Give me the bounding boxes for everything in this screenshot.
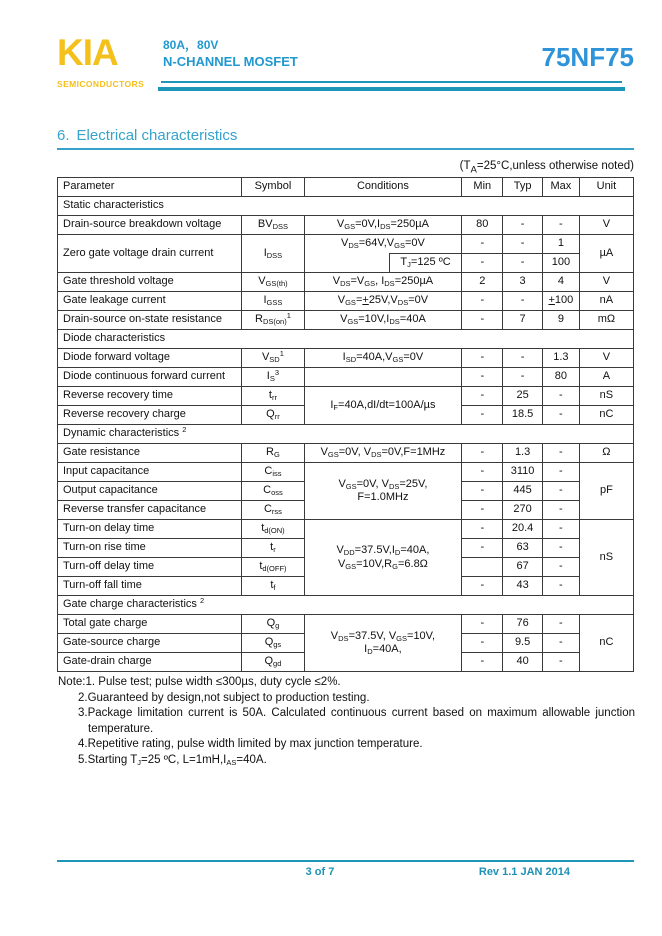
- table-cell: Turn-on delay time: [58, 520, 242, 539]
- table-cell: -: [542, 482, 579, 501]
- table-cell: -: [462, 444, 503, 463]
- section-label: Dynamic characteristics $^2$: [58, 425, 634, 444]
- table-cell: -: [462, 577, 503, 596]
- footer-rule: [57, 860, 634, 862]
- table-cell: 67: [503, 558, 543, 577]
- table-cell: -: [462, 292, 503, 311]
- part-number: 75NF75: [541, 42, 634, 72]
- table-row: [58, 311, 634, 330]
- table-cell: 76: [503, 615, 543, 634]
- notes-block: [58, 675, 635, 770]
- brand-tagline: SEMICONDUCTORS: [57, 79, 145, 89]
- revision-label: Rev 1.1 JAN 2014: [478, 866, 570, 878]
- table-cell: -: [542, 463, 579, 482]
- table-cell: 9: [542, 311, 579, 330]
- table-cell: 7: [503, 311, 543, 330]
- note-item: 3.Package limitation current is 50A. Calculated continuous current based on maximum allowable junction temperature.: [78, 707, 635, 735]
- section-label: Static characteristics: [58, 197, 634, 216]
- table-row: [58, 273, 634, 292]
- table-cell: $C_{iss}$: [242, 463, 304, 482]
- table-cell: Total gate charge: [58, 615, 242, 634]
- table-cell: [462, 558, 503, 577]
- section-label: Gate charge characteristics $^2$: [58, 596, 634, 615]
- table-cell: 9.5: [503, 634, 543, 653]
- table-cell: -: [503, 216, 543, 235]
- table-header-row: [58, 178, 634, 197]
- header-rule-thick: [158, 87, 625, 91]
- table-cell: -: [542, 558, 579, 577]
- table-cell: -: [462, 539, 503, 558]
- table-cell: -: [503, 368, 543, 387]
- table-cell: $C_{oss}$: [242, 482, 304, 501]
- table-cell: V: [579, 349, 633, 368]
- table-cell: nA: [579, 292, 633, 311]
- table-row: [58, 615, 634, 634]
- table-cell: $t_{rr}$: [242, 387, 304, 406]
- column-header: Unit: [579, 178, 633, 197]
- table-cell: $Q_{gd}$: [242, 653, 304, 672]
- table-row: [58, 216, 634, 235]
- table-cell: $V_{SD}^1$: [242, 349, 304, 368]
- header-rule-thin: [161, 81, 622, 83]
- section-number: 6.: [57, 127, 70, 144]
- table-cell: Drain-source on-state resistance: [58, 311, 242, 330]
- electrical-characteristics-table: [57, 177, 634, 672]
- table-row: [58, 387, 634, 406]
- table-row: [58, 235, 634, 254]
- table-cell: Gate resistance: [58, 444, 242, 463]
- table-cell: $t_{d(OFF)}$: [242, 558, 304, 577]
- table-cell: Turn-off fall time: [58, 577, 242, 596]
- table-cell: -: [503, 349, 543, 368]
- table-cell: 100: [542, 254, 579, 273]
- table-cell: $I_S^3$: [242, 368, 304, 387]
- table-cell: $Q_g$: [242, 615, 304, 634]
- table-cell: -: [462, 311, 503, 330]
- table-cell: µA: [579, 235, 633, 273]
- table-cell: -: [542, 387, 579, 406]
- table-row: [58, 463, 634, 482]
- table-condition-note: ($T_A=25^\circ C,unless$ otherwise noted): [459, 160, 634, 176]
- column-header: Conditions: [304, 178, 462, 197]
- table-cell: $t_f$: [242, 577, 304, 596]
- table-row: [58, 520, 634, 539]
- table-cell: $V_{GS}=0V$, $V_{DS}=25V$, F=1.0MHz: [304, 463, 462, 520]
- table-cell: nC: [579, 406, 633, 425]
- table-cell: -: [462, 501, 503, 520]
- table-cell: $V_{GS(th)}$: [242, 273, 304, 292]
- table-section-row: [58, 330, 634, 349]
- table-cell: -: [542, 539, 579, 558]
- table-cell: Input capacitance: [58, 463, 242, 482]
- column-header: Min: [462, 178, 503, 197]
- table-cell: 80: [542, 368, 579, 387]
- table-cell: $C_{rss}$: [242, 501, 304, 520]
- table-cell: nS: [579, 520, 633, 596]
- table-cell: $R_G$: [242, 444, 304, 463]
- table-cell: 270: [503, 501, 543, 520]
- table-cell: -: [462, 387, 503, 406]
- table-cell: $BV_{DSS}$: [242, 216, 304, 235]
- table-cell: 1: [542, 235, 579, 254]
- table-cell: $I_F=40A,dI/dt=100A/\mu s$: [304, 387, 462, 425]
- table-cell: $V_{GS}=0V,I_{DS}=250\mu A$: [304, 216, 462, 235]
- table-cell: $I_{GSS}$: [242, 292, 304, 311]
- table-cell: 2: [462, 273, 503, 292]
- table-cell: Gate threshold voltage: [58, 273, 242, 292]
- table-cell: 4: [542, 273, 579, 292]
- table-cell: Turn-on rise time: [58, 539, 242, 558]
- table-cell: $V_{DS}=37.5V$, $V_{GS}=10V$, $I_D=40A$,: [304, 615, 462, 672]
- table-cell: -: [503, 235, 543, 254]
- section-name: Electrical characteristics: [76, 127, 238, 144]
- table-cell: 18.5: [503, 406, 543, 425]
- table-cell: V: [579, 273, 633, 292]
- table-cell: -: [462, 235, 503, 254]
- table-cell: 3: [503, 273, 543, 292]
- section-label: Diode characteristics: [58, 330, 634, 349]
- table-cell: 80: [462, 216, 503, 235]
- brand-logo: [57, 32, 145, 89]
- table-cell: 43: [503, 577, 543, 596]
- table-cell: $V_{GS}=0V$, $V_{DS}=0V,F=1MHz$: [304, 444, 462, 463]
- table-section-row: [58, 425, 634, 444]
- table-cell: -: [462, 463, 503, 482]
- table-cell: -: [542, 615, 579, 634]
- table-cell: -: [503, 254, 543, 273]
- table-cell: [304, 368, 462, 387]
- table-cell: Ω: [579, 444, 633, 463]
- table-section-row: [58, 596, 634, 615]
- table-cell: $Q_{gs}$: [242, 634, 304, 653]
- table-cell: -: [542, 634, 579, 653]
- table-row: [58, 349, 634, 368]
- table-cell: -: [542, 520, 579, 539]
- device-type: N-CHANNEL MOSFET: [163, 54, 298, 69]
- table-cell: Drain-source breakdown voltage: [58, 216, 242, 235]
- table-row: [58, 292, 634, 311]
- brand-name: KIA: [57, 32, 118, 73]
- table-row: [58, 444, 634, 463]
- table-cell: -: [462, 634, 503, 653]
- table-cell: Reverse recovery time: [58, 387, 242, 406]
- table-cell: $Q_{rr}$: [242, 406, 304, 425]
- table-cell: $T_J=125$ ºC: [389, 254, 462, 273]
- note-item: Note:1. Pulse test; pulse width ≤300µs, duty cycle ≤2%.: [58, 676, 341, 688]
- table-cell: -: [542, 577, 579, 596]
- table-cell: -: [462, 615, 503, 634]
- device-subtitle: [163, 38, 298, 70]
- table-cell: 1.3: [542, 349, 579, 368]
- table-cell: Diode continuous forward current: [58, 368, 242, 387]
- table-cell: pF: [579, 463, 633, 520]
- note-item: 2.Guaranteed by design,not subject to production testing.: [78, 691, 370, 704]
- table-cell: -: [542, 501, 579, 520]
- table-cell: 40: [503, 653, 543, 672]
- table-section-row: [58, 197, 634, 216]
- table-cell: -: [462, 368, 503, 387]
- table-cell: -: [462, 349, 503, 368]
- table-cell: [304, 254, 389, 273]
- table-cell: Gate-drain charge: [58, 653, 242, 672]
- table-cell: -: [542, 216, 579, 235]
- table-cell: 1.3: [503, 444, 543, 463]
- table-cell: 25: [503, 387, 543, 406]
- table-cell: Diode forward voltage: [58, 349, 242, 368]
- table-row: [58, 368, 634, 387]
- column-header: Typ: [503, 178, 543, 197]
- table-cell: $V_{DD}=37.5V,I_D=40A$, $V_{GS}=10V,R_G=6.8\Omega$: [304, 520, 462, 596]
- table-cell: -: [462, 406, 503, 425]
- table-cell: $I_{DSS}$: [242, 235, 304, 273]
- table-cell: V: [579, 216, 633, 235]
- table-cell: 445: [503, 482, 543, 501]
- table-cell: Turn-off delay time: [58, 558, 242, 577]
- table-cell: 20.4: [503, 520, 543, 539]
- note-item: 5.Starting $T_J=25$ ºC, $L=1mH,I_{AS}=40A$.: [78, 753, 267, 767]
- table-cell: Zero gate voltage drain current: [58, 235, 242, 273]
- table-cell: -: [542, 406, 579, 425]
- table-cell: -: [462, 653, 503, 672]
- table-cell: nS: [579, 387, 633, 406]
- column-header: Symbol: [242, 178, 304, 197]
- table-cell: $V_{GS}=+25V,V_{DS}=0V$: [304, 292, 462, 311]
- table-cell: mΩ: [579, 311, 633, 330]
- table-cell: -: [462, 482, 503, 501]
- table-cell: Reverse recovery charge: [58, 406, 242, 425]
- table-cell: $t_{d(ON)}$: [242, 520, 304, 539]
- table-cell: $t_r$: [242, 539, 304, 558]
- note-item: 4.Repetitive rating, pulse width limited by max junction temperature.: [78, 738, 423, 750]
- column-header: Max: [542, 178, 579, 197]
- table-cell: Output capacitance: [58, 482, 242, 501]
- table-cell: $V_{DS}=64V,V_{GS}=0V$: [304, 235, 462, 254]
- table-cell: A: [579, 368, 633, 387]
- table-cell: -: [542, 653, 579, 672]
- table-cell: -: [462, 254, 503, 273]
- table-cell: $V_{GS}=10V,I_{DS}=40A$: [304, 311, 462, 330]
- table-cell: $R_{DS(on)}^1$: [242, 311, 304, 330]
- table-cell: +100: [542, 292, 579, 311]
- table-cell: $I_{SD}=40A,V_{GS}=0V$: [304, 349, 462, 368]
- table-cell: Gate leakage current: [58, 292, 242, 311]
- table-cell: -: [503, 292, 543, 311]
- table-cell: -: [542, 444, 579, 463]
- device-rating: 80A，80V: [163, 38, 219, 52]
- table-cell: nC: [579, 615, 633, 672]
- table-cell: 3110: [503, 463, 543, 482]
- page-number: 3 of 7: [305, 866, 335, 878]
- table-cell: Gate-source charge: [58, 634, 242, 653]
- table-cell: Reverse transfer capacitance: [58, 501, 242, 520]
- column-header: Parameter: [58, 178, 242, 197]
- table-cell: -: [462, 520, 503, 539]
- table-cell: $V_{DS}=V_{GS}$, $I_{DS}=250\mu A$: [304, 273, 462, 292]
- section-title: [57, 127, 634, 150]
- table-cell: 63: [503, 539, 543, 558]
